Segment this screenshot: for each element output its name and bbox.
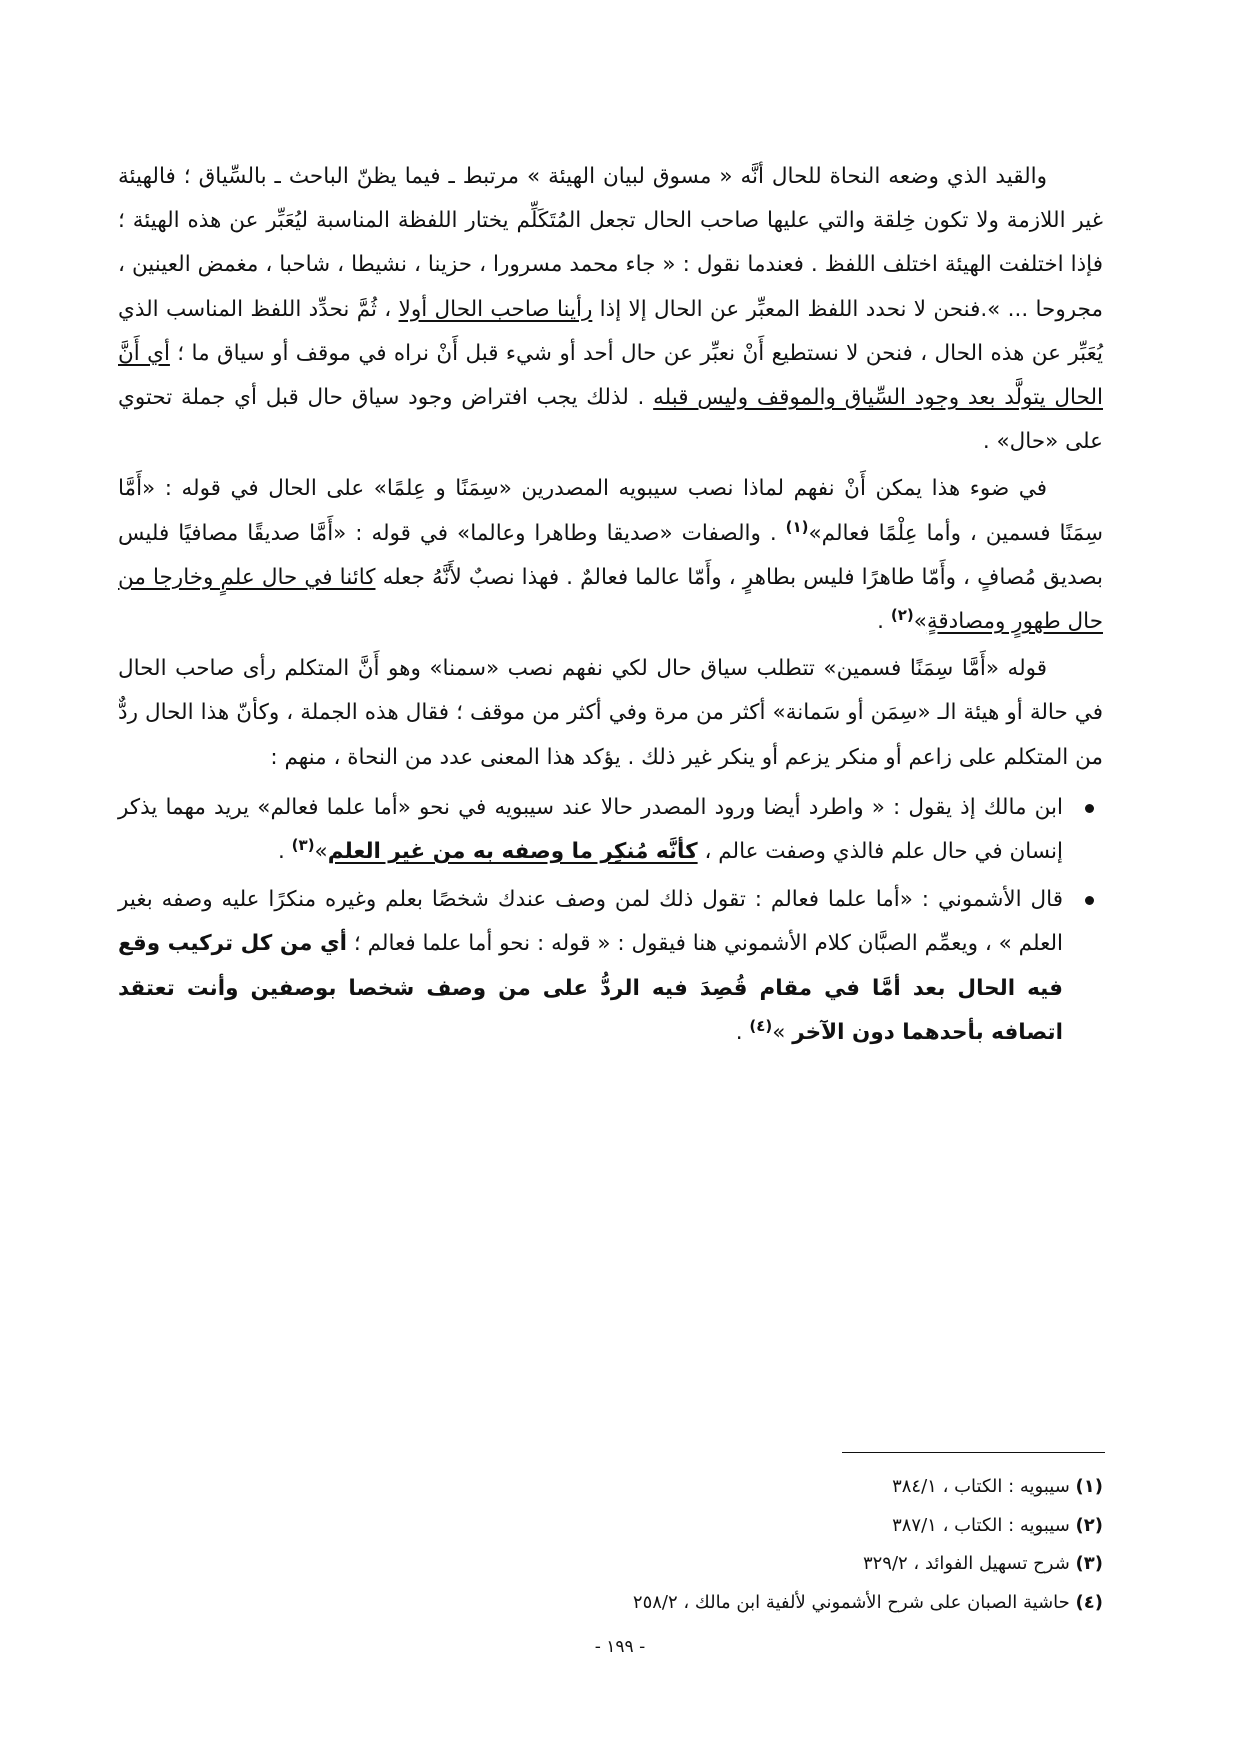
paragraph-1 <box>118 155 1103 464</box>
page-body <box>118 155 1103 1059</box>
bold-phrase: أي من كل تركيب وقع فيه الحال بعد أمَّا في مقام قُصِدَ فيه الردُّ على من وصف شخصا بوصفين وأنت تعتقد اتصافه بأحدهما دون الآخر <box>118 931 1063 1045</box>
list-item-text: . <box>278 839 292 865</box>
paragraph-text: . والصفات «صديقا وطاهرا وعالما» في قوله : «أَمَّا صديقًا مصافيًا فليس بصديق مُصافٍ ، وأَمّا طاهرًا فليس بطاهرٍ ، وأَمّا عالما فعالمٌ . فهذا نصبٌ لأَنَّهُ جعله <box>118 520 1103 590</box>
footnote-ref[interactable]: (٢) <box>890 605 914 624</box>
paragraph-text: قوله «أَمَّا سِمَنًا فسمين» تتطلب سياق حال لكي نفهم نصب «سمنا» وهو أَنَّ المتكلم رأى صاحب الحال في حالة أو هيئة الـ «سِمَن أو سَمانة» أكثر من مرة وفي أكثر من موقف ؛ فقال هذه الجملة ، وكأنّ هذا الحال ردٌّ من المتكلم على زاعم أو منكر يزعم أو ينكر غير ذلك . يؤكد هذا المعنى عدد من النحاة ، منهم : <box>118 656 1103 770</box>
paragraph-text: والقيد الذي وضعه النحاة للحال أنَّه « مسوق لبيان الهيئة » مرتبط ـ فيما يظنّ الباحث ـ بالسِّياق ؛ فالهيئة غير اللازمة ولا تكون خِلقة والتي عليها صاحب الحال تجعل المُتَكَلِّم يختار اللفظة المناسبة ليُعَبِّر عن هذه الهيئة ؛ فإذا اختلفت الهيئة اختلف اللفظ . فعندما نقول : « جاء محمد مسرورا ، حزينا ، نشيطا ، شاحبا ، مغمض العينين ، مجروحا ... ».فنحن لا نحدد اللفظ المعبِّر عن الحال إلا إذا <box>118 164 1103 322</box>
footnote-number: (٢) <box>1075 1514 1103 1536</box>
footnote-text: سيبويه : الكتاب ، ٣٨٧/١ <box>892 1514 1076 1536</box>
paragraph-3 <box>118 647 1103 780</box>
footnote-1 <box>118 1468 1103 1507</box>
footnote-number: (١) <box>1075 1476 1103 1497</box>
footnote-ref[interactable]: (١) <box>785 517 809 536</box>
paragraph-text: . <box>877 609 891 635</box>
footnotes <box>118 1468 1103 1622</box>
list-item-text: » <box>314 839 328 865</box>
page-number: - ١٩٩ - <box>594 1637 646 1657</box>
list-item-text: قال الأشموني : «أما علما فعالم : تقول ذلك لمن وصف عندك شخصًا بعلم وغيره منكرًا عليه وصفه بغير العلم » ، ويعمِّم الصبَّان كلام الأشموني هنا فيقول : « قوله : نحو أما علما فعالم ؛ <box>118 887 1064 957</box>
footnote-text: حاشية الصبان على شرح الأشموني لألفية ابن مالك ، ٢٥٨/٢ <box>632 1591 1076 1613</box>
paragraph-text: » <box>913 609 927 635</box>
footnote-number: (٣) <box>1075 1553 1103 1574</box>
footnote-4 <box>118 1584 1103 1623</box>
underlined-phrase: أي أَنَّ الحال يتولَّد بعد وجود السِّياق والموقف وليس قبله <box>118 340 1103 411</box>
footnote-3 <box>118 1545 1103 1584</box>
footnote-number: (٤) <box>1075 1591 1103 1613</box>
footnote-2 <box>118 1507 1103 1546</box>
list-item-text: . <box>735 1019 750 1045</box>
paragraph-text: في ضوء هذا يمكن أَنْ نفهم لماذا نصب سيبويه المصدرين «سِمَنًا و عِلمًا» على الحال في قوله : «أَمَّا سِمَنًا فسمين ، وأما عِلْمًا فعالم» <box>118 476 1103 546</box>
footnote-text: سيبويه : الكتاب ، ٣٨٤/١ <box>892 1476 1076 1497</box>
list-item <box>118 786 1103 874</box>
footnote-ref[interactable]: (٣) <box>291 835 315 854</box>
underlined-phrase: رأينا صاحب الحال أولا <box>398 296 593 322</box>
paragraph-2 <box>118 467 1103 644</box>
footnote-ref[interactable]: (٤) <box>749 1016 773 1035</box>
list-item-text: ابن مالك إذ يقول : « واطرد أيضا ورود المصدر حالا عند سيبويه في نحو «أما علما فعالم» يريد مهما يذكر إنسان في حال علم فالذي وصفت عالم ، <box>118 794 1063 865</box>
bold-underlined-phrase: كأنَّه مُنكِر ما وصفه به من غير العلم <box>327 839 698 865</box>
underlined-phrase: كائنا في حال علمٍ وخارجا من حال طهورٍ ومصادقةٍ <box>118 564 1103 635</box>
paragraph-text: ، ثُمَّ نحدِّد اللفظ المناسب الذي يُعَبِّر عن هذه الحال ، فنحن لا نستطيع أَنْ نعبِّر عن حال أحد أو شيء قبل أَنْ نراه في موقف أو سياق ما ؛ <box>118 296 1103 366</box>
list-item-text: » <box>772 1019 793 1045</box>
paragraph-text: . لذلك يجب افتراض وجود سياق حال قبل أي جملة تحتوي على «حال» . <box>118 385 1103 455</box>
footnote-separator <box>842 1452 1105 1453</box>
footnote-text: شرح تسهيل الفوائد ، ٣٢٩/٢ <box>862 1553 1076 1574</box>
list-item <box>118 878 1103 1055</box>
quote-list <box>118 786 1103 1055</box>
